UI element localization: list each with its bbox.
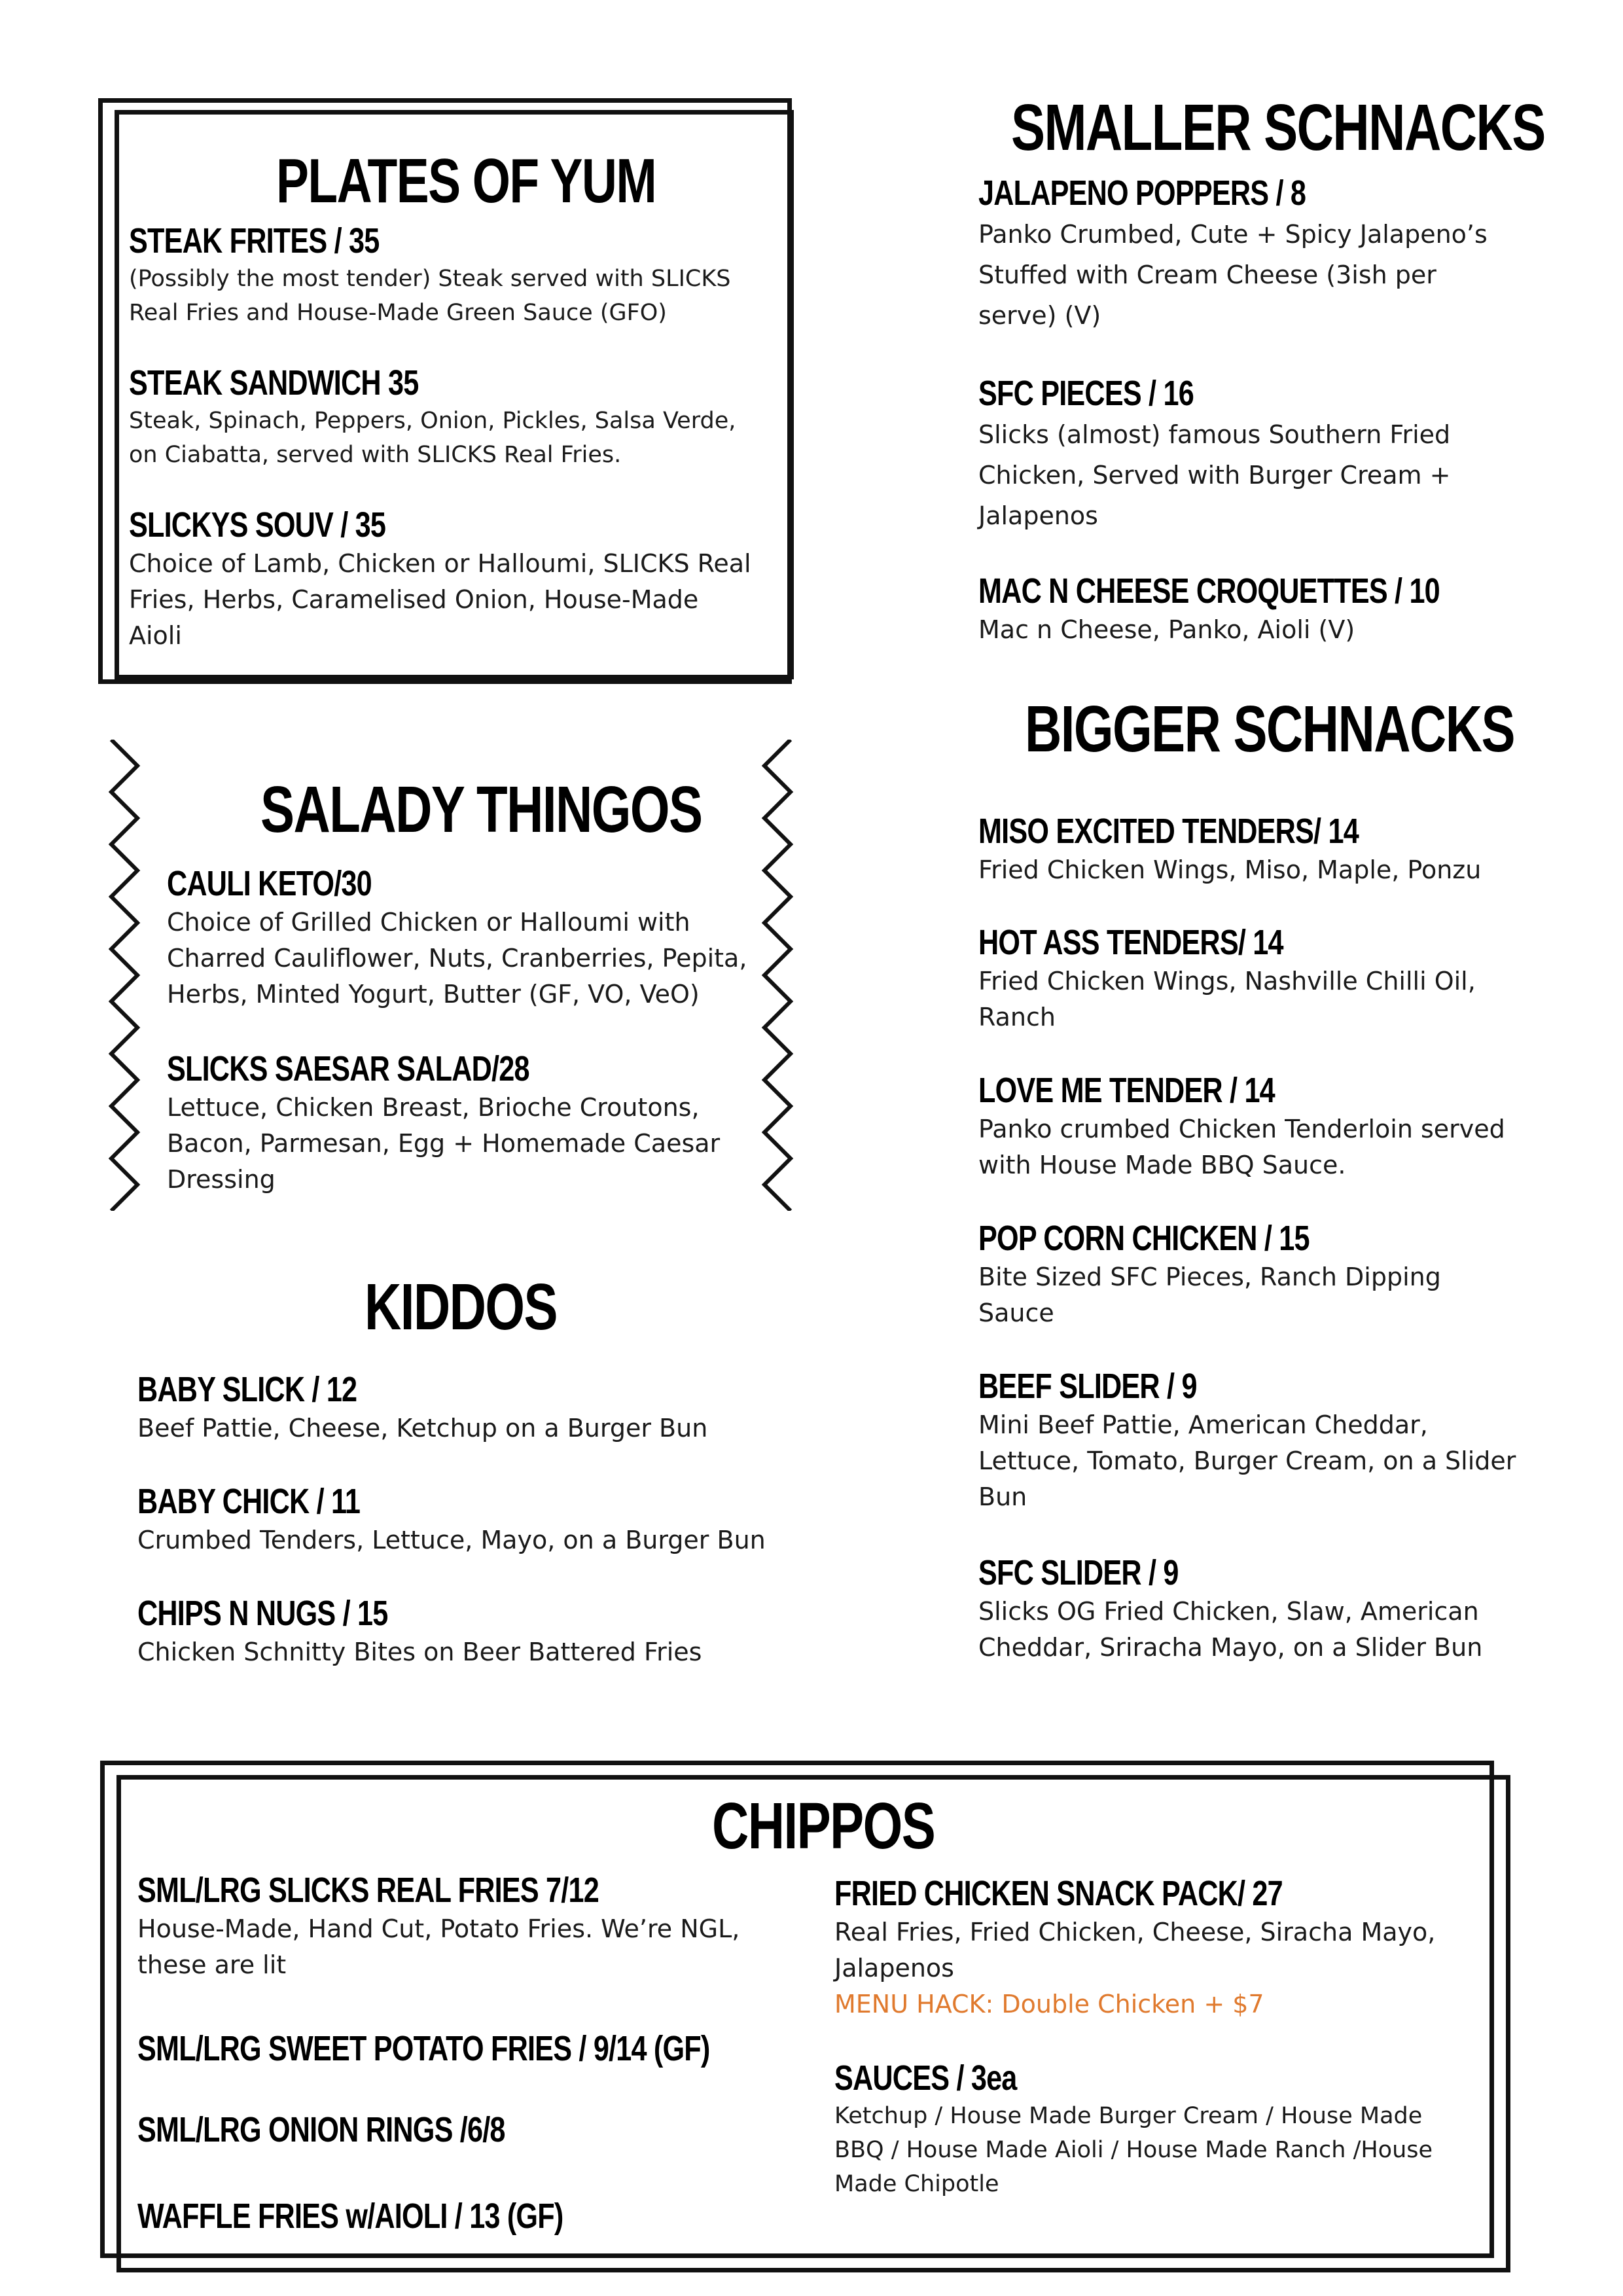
- item-desc: Slicks (almost) famous Southern Fried Chicken, Served with Burger Cream + Jalapenos: [978, 420, 1451, 530]
- item-desc: Fried Chicken Wings, Nashville Chilli Oil, Ranch: [978, 967, 1476, 1031]
- bigger-item-2: [978, 923, 1522, 1035]
- item-name: SLICKYS SOUV / 35: [129, 505, 386, 545]
- kiddos-item-2: [137, 1482, 792, 1558]
- item-desc: Lettuce, Chicken Breast, Brioche Croutons, Bacon, Parmesan, Egg + Homemade Caesar Dressing: [167, 1093, 721, 1194]
- item-name: JALAPENO POPPERS / 8: [978, 173, 1306, 213]
- bigger-item-3: [978, 1071, 1522, 1183]
- plates-title: PLATES OF YUM: [276, 146, 656, 216]
- item-desc: Bite Sized SFC Pieces, Ranch Dipping Sauce: [978, 1263, 1441, 1327]
- plates-item-2: [129, 363, 757, 472]
- zigzag-left-decoration: [98, 740, 157, 1211]
- item-name: BABY CHICK / 11: [137, 1482, 361, 1521]
- smaller-title: SMALLER SCHNACKS: [1011, 91, 1545, 164]
- item-desc: Beef Pattie, Cheese, Ketchup on a Burger Bun: [137, 1414, 708, 1443]
- item-name: LOVE ME TENDER / 14: [978, 1071, 1275, 1110]
- smaller-item-3: [978, 571, 1522, 648]
- item-name: POP CORN CHICKEN / 15: [978, 1219, 1310, 1258]
- chippos-left-item-2: [137, 2029, 792, 2068]
- item-name: MISO EXCITED TENDERS/ 14: [978, 812, 1359, 851]
- item-name: SML/LRG SLICKS REAL FRIES 7/12: [137, 1871, 599, 1910]
- item-name: HOT ASS TENDERS/ 14: [978, 923, 1283, 962]
- item-name: BEEF SLIDER / 9: [978, 1367, 1197, 1406]
- item-desc: Chicken Schnitty Bites on Beer Battered Fries: [137, 1638, 702, 1666]
- menu-hack-note: MENU HACK: Double Chicken + $7: [834, 1990, 1264, 2018]
- item-name: SAUCES / 3ea: [834, 2058, 1017, 2098]
- item-desc: Panko crumbed Chicken Tenderloin served with House Made BBQ Sauce.: [978, 1115, 1505, 1179]
- chippos-left-item-4: [137, 2197, 792, 2236]
- item-name: STEAK SANDWICH 35: [129, 363, 419, 403]
- chippos-title: CHIPPOS: [712, 1789, 935, 1863]
- item-name: BABY SLICK / 12: [137, 1370, 357, 1409]
- bigger-item-1: [978, 812, 1522, 888]
- kiddos-item-3: [137, 1594, 792, 1670]
- item-desc: Panko Crumbed, Cute + Spicy Jalapeno’s Stuffed with Cream Cheese (3ish per serve) (V): [978, 220, 1488, 330]
- chippos-left-item-1: [137, 1871, 792, 1983]
- item-desc: Real Fries, Fried Chicken, Cheese, Siracha Mayo, Jalapenos: [834, 1918, 1436, 1982]
- plates-item-3: [129, 505, 757, 654]
- item-desc: Slicks OG Fried Chicken, Slaw, American Cheddar, Sriracha Mayo, on a Slider Bun: [978, 1597, 1483, 1662]
- zigzag-right-decoration: [751, 740, 810, 1211]
- kiddos-item-1: [137, 1370, 792, 1446]
- item-desc: Mini Beef Pattie, American Cheddar, Lettuce, Tomato, Burger Cream, on a Slider Bun: [978, 1410, 1516, 1511]
- item-name: SLICKS SAESAR SALAD/28: [167, 1049, 529, 1088]
- chippos-right-item-2: [834, 2058, 1463, 2201]
- bigger-item-6: [978, 1553, 1522, 1666]
- smaller-item-1: [978, 173, 1522, 336]
- item-desc: Choice of Grilled Chicken or Halloumi with Charred Cauliflower, Nuts, Cranberries, Pepita, Herbs, Minted Yogurt, Butter (GF, VO, VeO): [167, 908, 747, 1009]
- item-name: MAC N CHEESE CROQUETTES / 10: [978, 571, 1440, 611]
- salady-item-2: [167, 1049, 756, 1198]
- item-name: SML/LRG ONION RINGS /6/8: [137, 2110, 505, 2149]
- bigger-item-4: [978, 1219, 1522, 1331]
- smaller-item-2: [978, 374, 1522, 536]
- item-desc: Crumbed Tenders, Lettuce, Mayo, on a Burger Bun: [137, 1526, 766, 1554]
- chippos-right-item-1: [834, 1874, 1463, 2022]
- item-desc: Choice of Lamb, Chicken or Halloumi, SLICKS Real Fries, Herbs, Caramelised Onion, House-Made Aioli: [129, 549, 751, 650]
- kiddos-title: KIDDOS: [365, 1270, 557, 1344]
- item-desc: Mac n Cheese, Panko, Aioli (V): [978, 615, 1355, 644]
- item-desc: Steak, Spinach, Peppers, Onion, Pickles, Salsa Verde, on Ciabatta, served with SLICKS Real Fries.: [129, 408, 736, 468]
- item-name: SFC SLIDER / 9: [978, 1553, 1179, 1592]
- item-desc: (Possibly the most tender) Steak served with SLICKS Real Fries and House-Made Green Sauce (GFO): [129, 266, 731, 326]
- chippos-left-item-3: [137, 2110, 792, 2149]
- item-name: SFC PIECES / 16: [978, 374, 1194, 413]
- item-name: FRIED CHICKEN SNACK PACK/ 27: [834, 1874, 1283, 1913]
- item-desc: Fried Chicken Wings, Miso, Maple, Ponzu: [978, 855, 1482, 884]
- item-name: CHIPS N NUGS / 15: [137, 1594, 388, 1633]
- salady-item-1: [167, 864, 756, 1013]
- item-name: WAFFLE FRIES w/AIOLI / 13 (GF): [137, 2197, 563, 2236]
- plates-item-1: [129, 221, 757, 330]
- item-desc: House-Made, Hand Cut, Potato Fries. We’re NGL, these are lit: [137, 1914, 740, 1979]
- bigger-item-5: [978, 1367, 1522, 1515]
- item-name: SML/LRG SWEET POTATO FRIES / 9/14 (GF): [137, 2029, 710, 2068]
- item-name: CAULI KETO/30: [167, 864, 372, 903]
- bigger-title: BIGGER SCHNACKS: [1025, 692, 1514, 766]
- item-name: STEAK FRITES / 35: [129, 221, 380, 260]
- item-desc: Ketchup / House Made Burger Cream / House Made BBQ / House Made Aioli / House Made Ranch /House Made Chipotle: [834, 2103, 1433, 2197]
- salady-title: SALADY THINGOS: [260, 773, 702, 846]
